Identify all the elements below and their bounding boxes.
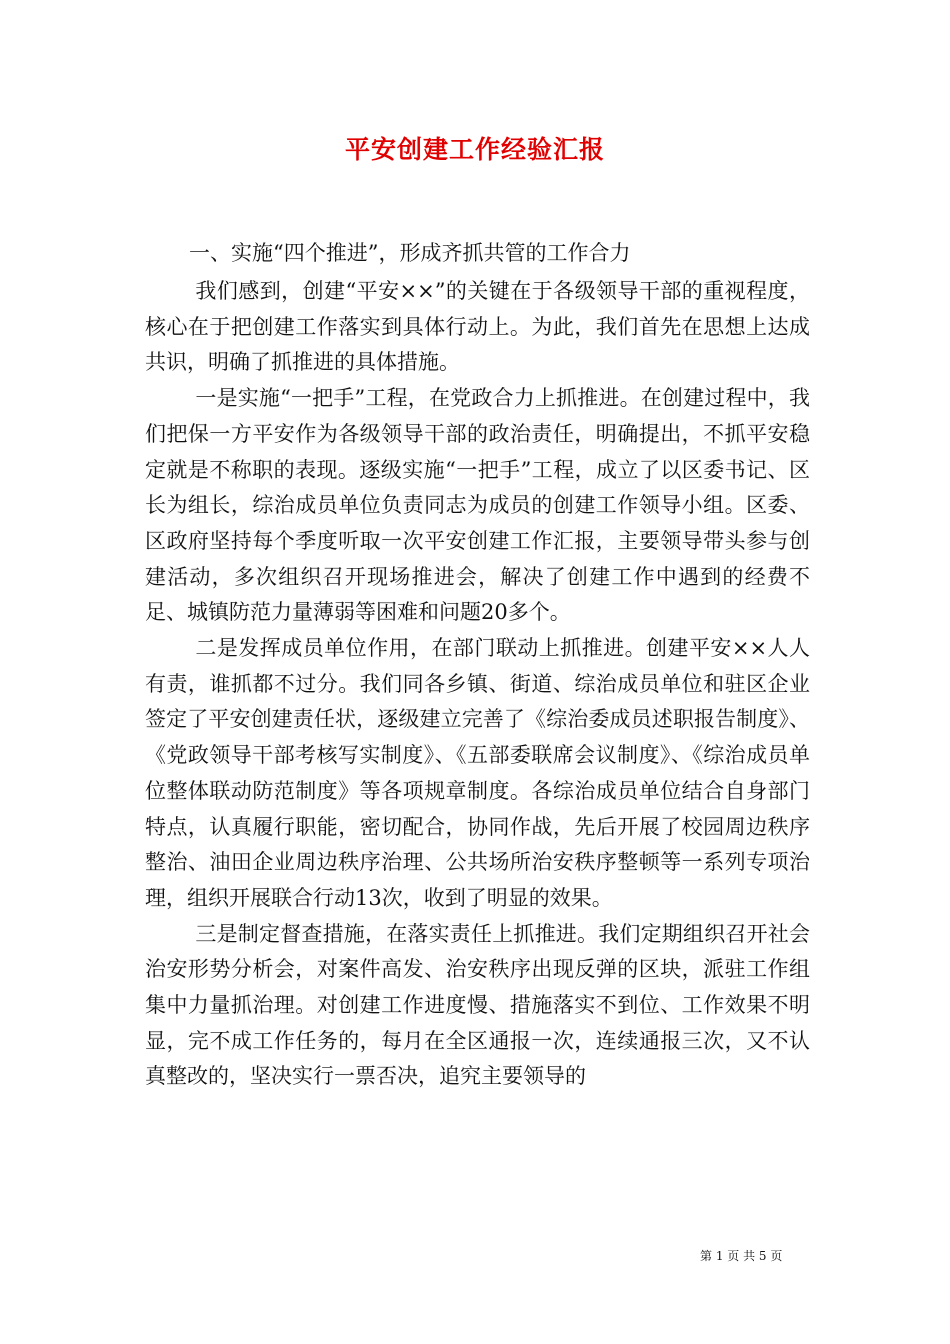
page-number-footer: 第 1 页 共 5 页: [700, 1249, 783, 1263]
paragraph-third-measure: 三是制定督查措施，在落实责任上抓推进。我们定期组织召开社会治安形势分析会，对案件高发、治安秩序出现反弹的区块，派驻工作组集中力量抓治理。对创建工作进度慢、措施落实不到位、工作效果不明显，完不成工作任务的，每月在全区通报一次，连续通报三次，又不认真整改的，坚决实行一票否决，追究主要领导的: [145, 921, 810, 1089]
document-title: 平安创建工作经验汇报: [344, 135, 605, 164]
paragraph-intro: 我们感到，创建“平安××”的关键在于各级领导干部的重视程度，核心在于把创建工作落实到具体行动上。为此，我们首先在思想上达成共识，明确了抓推进的具体措施。: [145, 279, 810, 375]
section-heading: 一、实施“四个推进”，形成齐抓共管的工作合力: [189, 241, 631, 265]
document-body: [145, 238, 810, 1095]
paragraph-second-measure: 二是发挥成员单位作用，在部门联动上抓推进。创建平安××人人有责，谁抓都不过分。我们同各乡镇、街道、综治成员单位和驻区企业签定了平安创建责任状，逐级建立完善了《综治委成员述职报告制度》、《党政领导干部考核写实制度》、《五部委联席会议制度》、《综治成员单位整体联动防范制度》等各项规章制度。各综治成员单位结合自身部门特点，认真履行职能，密切配合，协同作战，先后开展了校园周边秩序整治、油田企业周边秩序治理、公共场所治安秩序整顿等一系列专项治理，组织开展联合行动13次，收到了明显的效果。: [145, 636, 810, 910]
paragraph-first-measure: 一是实施“一把手”工程，在党政合力上抓推进。在创建过程中，我们把保一方平安作为各级领导干部的政治责任，明确提出，不抓平安稳定就是不称职的表现。逐级实施“一把手”工程，成立了以区委书记、区长为组长，综治成员单位负责同志为成员的创建工作领导小组。区委、区政府坚持每个季度听取一次平安创建工作汇报，主要领导带头参与创建活动，多次组织召开现场推进会，解决了创建工作中遇到的经费不足、城镇防范力量薄弱等困难和问题20多个。: [145, 386, 810, 625]
